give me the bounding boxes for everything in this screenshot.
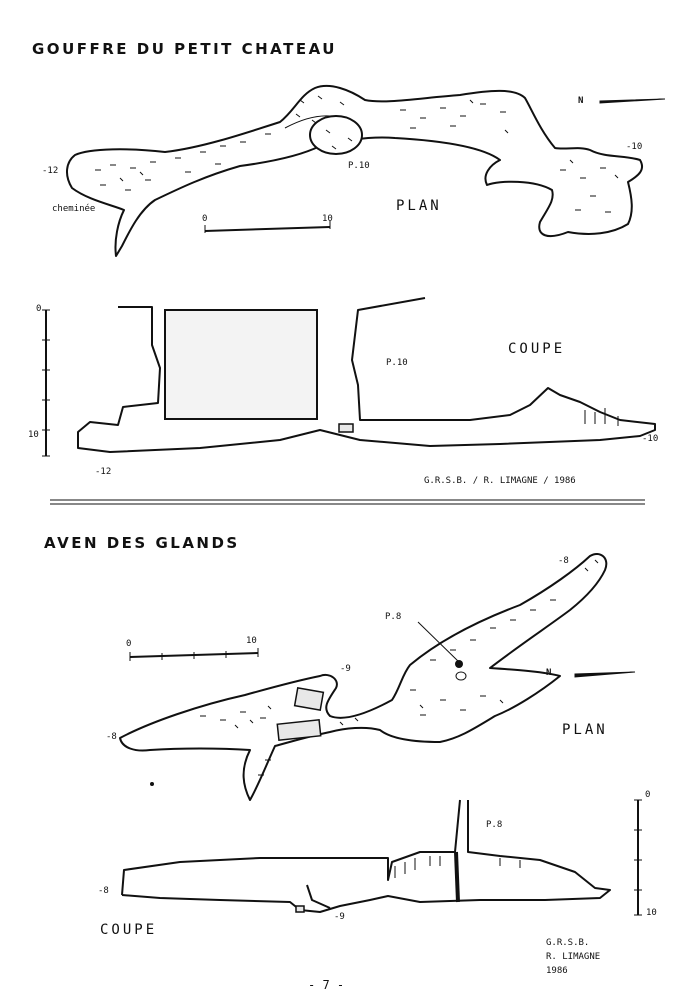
survey1-section-pit-label: P.10 [386, 358, 408, 368]
survey1-section-depth-left: -12 [95, 467, 112, 477]
survey2-plan-depth-middle: -9 [340, 664, 351, 674]
survey2-plan-depth-top-right: -8 [558, 556, 569, 566]
survey1-title: GOUFFRE DU PETIT CHATEAU [32, 40, 337, 58]
survey2-section-scale-bottom: 10 [646, 908, 657, 918]
survey1-credit: G.R.S.B. / R. LIMAGNE / 1986 [424, 476, 576, 486]
survey2-credit-line-2: R. LIMAGNE [546, 952, 601, 962]
survey1-north-label: N [578, 96, 584, 106]
survey2-credit-line-3: 1986 [546, 966, 568, 976]
survey2-plan-scale-start: 0 [126, 639, 132, 649]
survey1-section-depth-right: -10 [642, 434, 659, 444]
survey1-section-scale-bottom: 10 [28, 430, 39, 440]
survey2-section-depth-left: -8 [98, 886, 109, 896]
survey1-plan-chimney-label: cheminée [52, 204, 96, 214]
survey2-plan-scale-end: 10 [246, 636, 257, 646]
survey2-section-scale-bar [634, 800, 642, 915]
survey-divider [50, 500, 645, 504]
survey2-plan-view-label: PLAN [562, 722, 608, 738]
survey2-plan-scale-bar [130, 648, 258, 661]
survey1-plan-depth-left: -12 [42, 166, 59, 176]
survey2-section-depth-bottom: -9 [334, 912, 345, 922]
page-number: - 7 - [308, 978, 345, 992]
survey1-plan-scale-bar [205, 221, 330, 233]
survey1-section-scale-bar [42, 310, 50, 456]
survey2-plan-depth-left: -8 [106, 732, 117, 742]
survey1-plan-scale-start: 0 [202, 214, 208, 224]
survey2-section-view-label: COUPE [100, 922, 158, 938]
survey2-north-label: N [546, 668, 552, 678]
survey2-plan-outline [120, 554, 606, 800]
survey1-plan-scale-end: 10 [322, 214, 333, 224]
survey1-plan-depth-right: -10 [626, 142, 643, 152]
survey1-section-view-label: COUPE [508, 341, 566, 357]
survey2-section-scale-top: 0 [645, 790, 651, 800]
survey2-section-outline [122, 800, 610, 912]
survey1-section-scale-top: 0 [36, 304, 42, 314]
survey1-plan-view-label: PLAN [396, 198, 442, 214]
survey2-section-pit-label: P.8 [486, 820, 503, 830]
survey1-section-outline [78, 298, 655, 452]
survey1-plan-pit-label: P.10 [348, 161, 370, 171]
survey2-north-arrow [575, 672, 635, 677]
survey2-credit-line-1: G.R.S.B. [546, 938, 590, 948]
survey2-title: AVEN DES GLANDS [44, 534, 240, 552]
survey2-plan-pit-label: P.8 [385, 612, 402, 622]
survey1-north-arrow [600, 99, 665, 103]
